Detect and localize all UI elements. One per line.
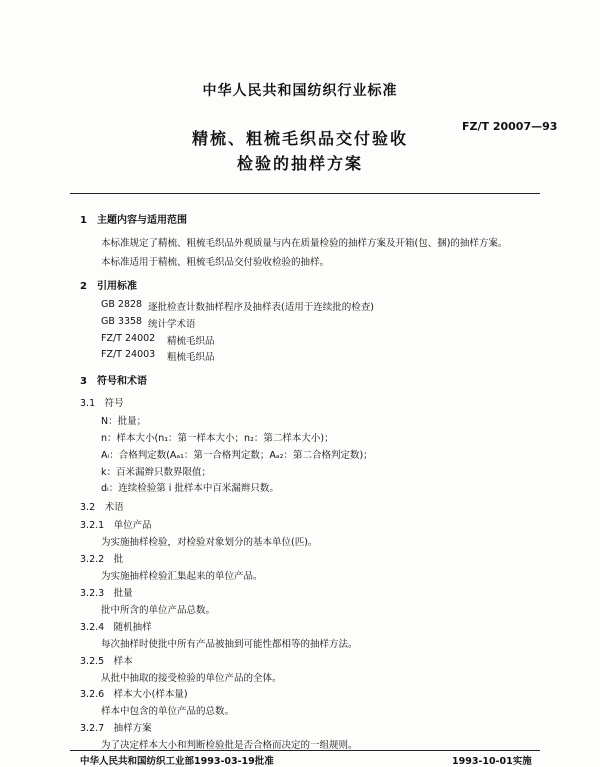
footer-rule bbox=[70, 750, 540, 751]
symbol-line: dᵢ：连续检验第 i 批样本中百米漏辫只数。 bbox=[101, 483, 279, 494]
section-3-2-heading: 3.2 术语 bbox=[80, 502, 124, 513]
ref-code: GB 2828 bbox=[101, 299, 143, 310]
symbol-line: N：批量； bbox=[101, 416, 147, 427]
term-heading: 3.2.7 抽样方案 bbox=[80, 723, 152, 734]
ref-title: 精梳毛织品 bbox=[167, 336, 215, 347]
term-definition: 批中所含的单位产品总数。 bbox=[101, 605, 216, 616]
term-definition: 样本中包含的单位产品的总数。 bbox=[101, 706, 235, 717]
section-3-1-heading: 3.1 符号 bbox=[80, 398, 124, 409]
section1-para2: 本标准适用于精梳、粗梳毛织品交付验收检验的抽样。 bbox=[101, 257, 330, 268]
section2-heading: 2 引用标准 bbox=[80, 281, 137, 292]
term-definition: 为了决定样本大小和判断检验批是否合格而决定的一组规则。 bbox=[101, 740, 358, 751]
symbol-line: Aᵢ：合格判定数(Aₐ₁：第一合格判定数；Aₐ₂：第二合格判定数)； bbox=[101, 450, 373, 461]
term-heading: 3.2.5 样本 bbox=[80, 656, 133, 667]
term-definition: 为实施抽样检验，对检验对象划分的基本单位(匹)。 bbox=[101, 537, 318, 548]
term-definition: 为实施抽样检验汇集起来的单位产品。 bbox=[101, 571, 263, 582]
header-rule bbox=[70, 193, 540, 194]
section1-para1: 本标准规定了精梳、粗梳毛织品外观质量与内在质量检验的抽样方案及开箱(包、捆)的抽样方案。 bbox=[101, 238, 508, 249]
ref-title: 粗梳毛织品 bbox=[167, 352, 215, 363]
implementation-date: 1993-10-01实施 bbox=[452, 756, 532, 767]
term-heading: 3.2.6 样本大小(样本量) bbox=[80, 689, 188, 700]
ref-code: FZ/T 24003 bbox=[101, 349, 156, 360]
ref-code: GB 3358 bbox=[101, 316, 143, 327]
term-heading: 3.2.3 批量 bbox=[80, 588, 133, 599]
term-definition: 从批中抽取的接受检验的单位产品的全体。 bbox=[101, 673, 282, 684]
ref-code: FZ/T 24002 bbox=[101, 333, 156, 344]
section3-heading: 3 符号和术语 bbox=[80, 376, 147, 387]
doc-title-line2: 检验的抽样方案 bbox=[236, 154, 363, 173]
section1-heading: 1 主题内容与适用范围 bbox=[80, 215, 187, 226]
term-heading: 3.2.4 随机抽样 bbox=[80, 622, 152, 633]
symbol-line: k：百米漏辫只数界限值； bbox=[101, 467, 212, 478]
symbol-line: n：样本大小(n₁：第一样本大小；n₂：第二样本大小)； bbox=[101, 433, 334, 444]
approval-date: 中华人民共和国纺织工业部1993-03-19批准 bbox=[80, 756, 274, 767]
term-definition: 每次抽样时使批中所有产品被抽到可能性都相等的抽样方法。 bbox=[101, 639, 358, 650]
standard-number: FZ/T 20007—93 bbox=[462, 120, 558, 133]
ref-title: 逐批检查计数抽样程序及抽样表(适用于连续批的检查) bbox=[148, 302, 374, 313]
doc-title-line1: 精梳、粗梳毛织品交付验收 bbox=[191, 129, 408, 148]
term-heading: 3.2.2 批 bbox=[80, 554, 124, 565]
term-heading: 3.2.1 单位产品 bbox=[80, 520, 152, 531]
ref-title: 统计学术语 bbox=[148, 319, 196, 330]
org-standard-title: 中华人民共和国纺织行业标准 bbox=[202, 83, 398, 99]
